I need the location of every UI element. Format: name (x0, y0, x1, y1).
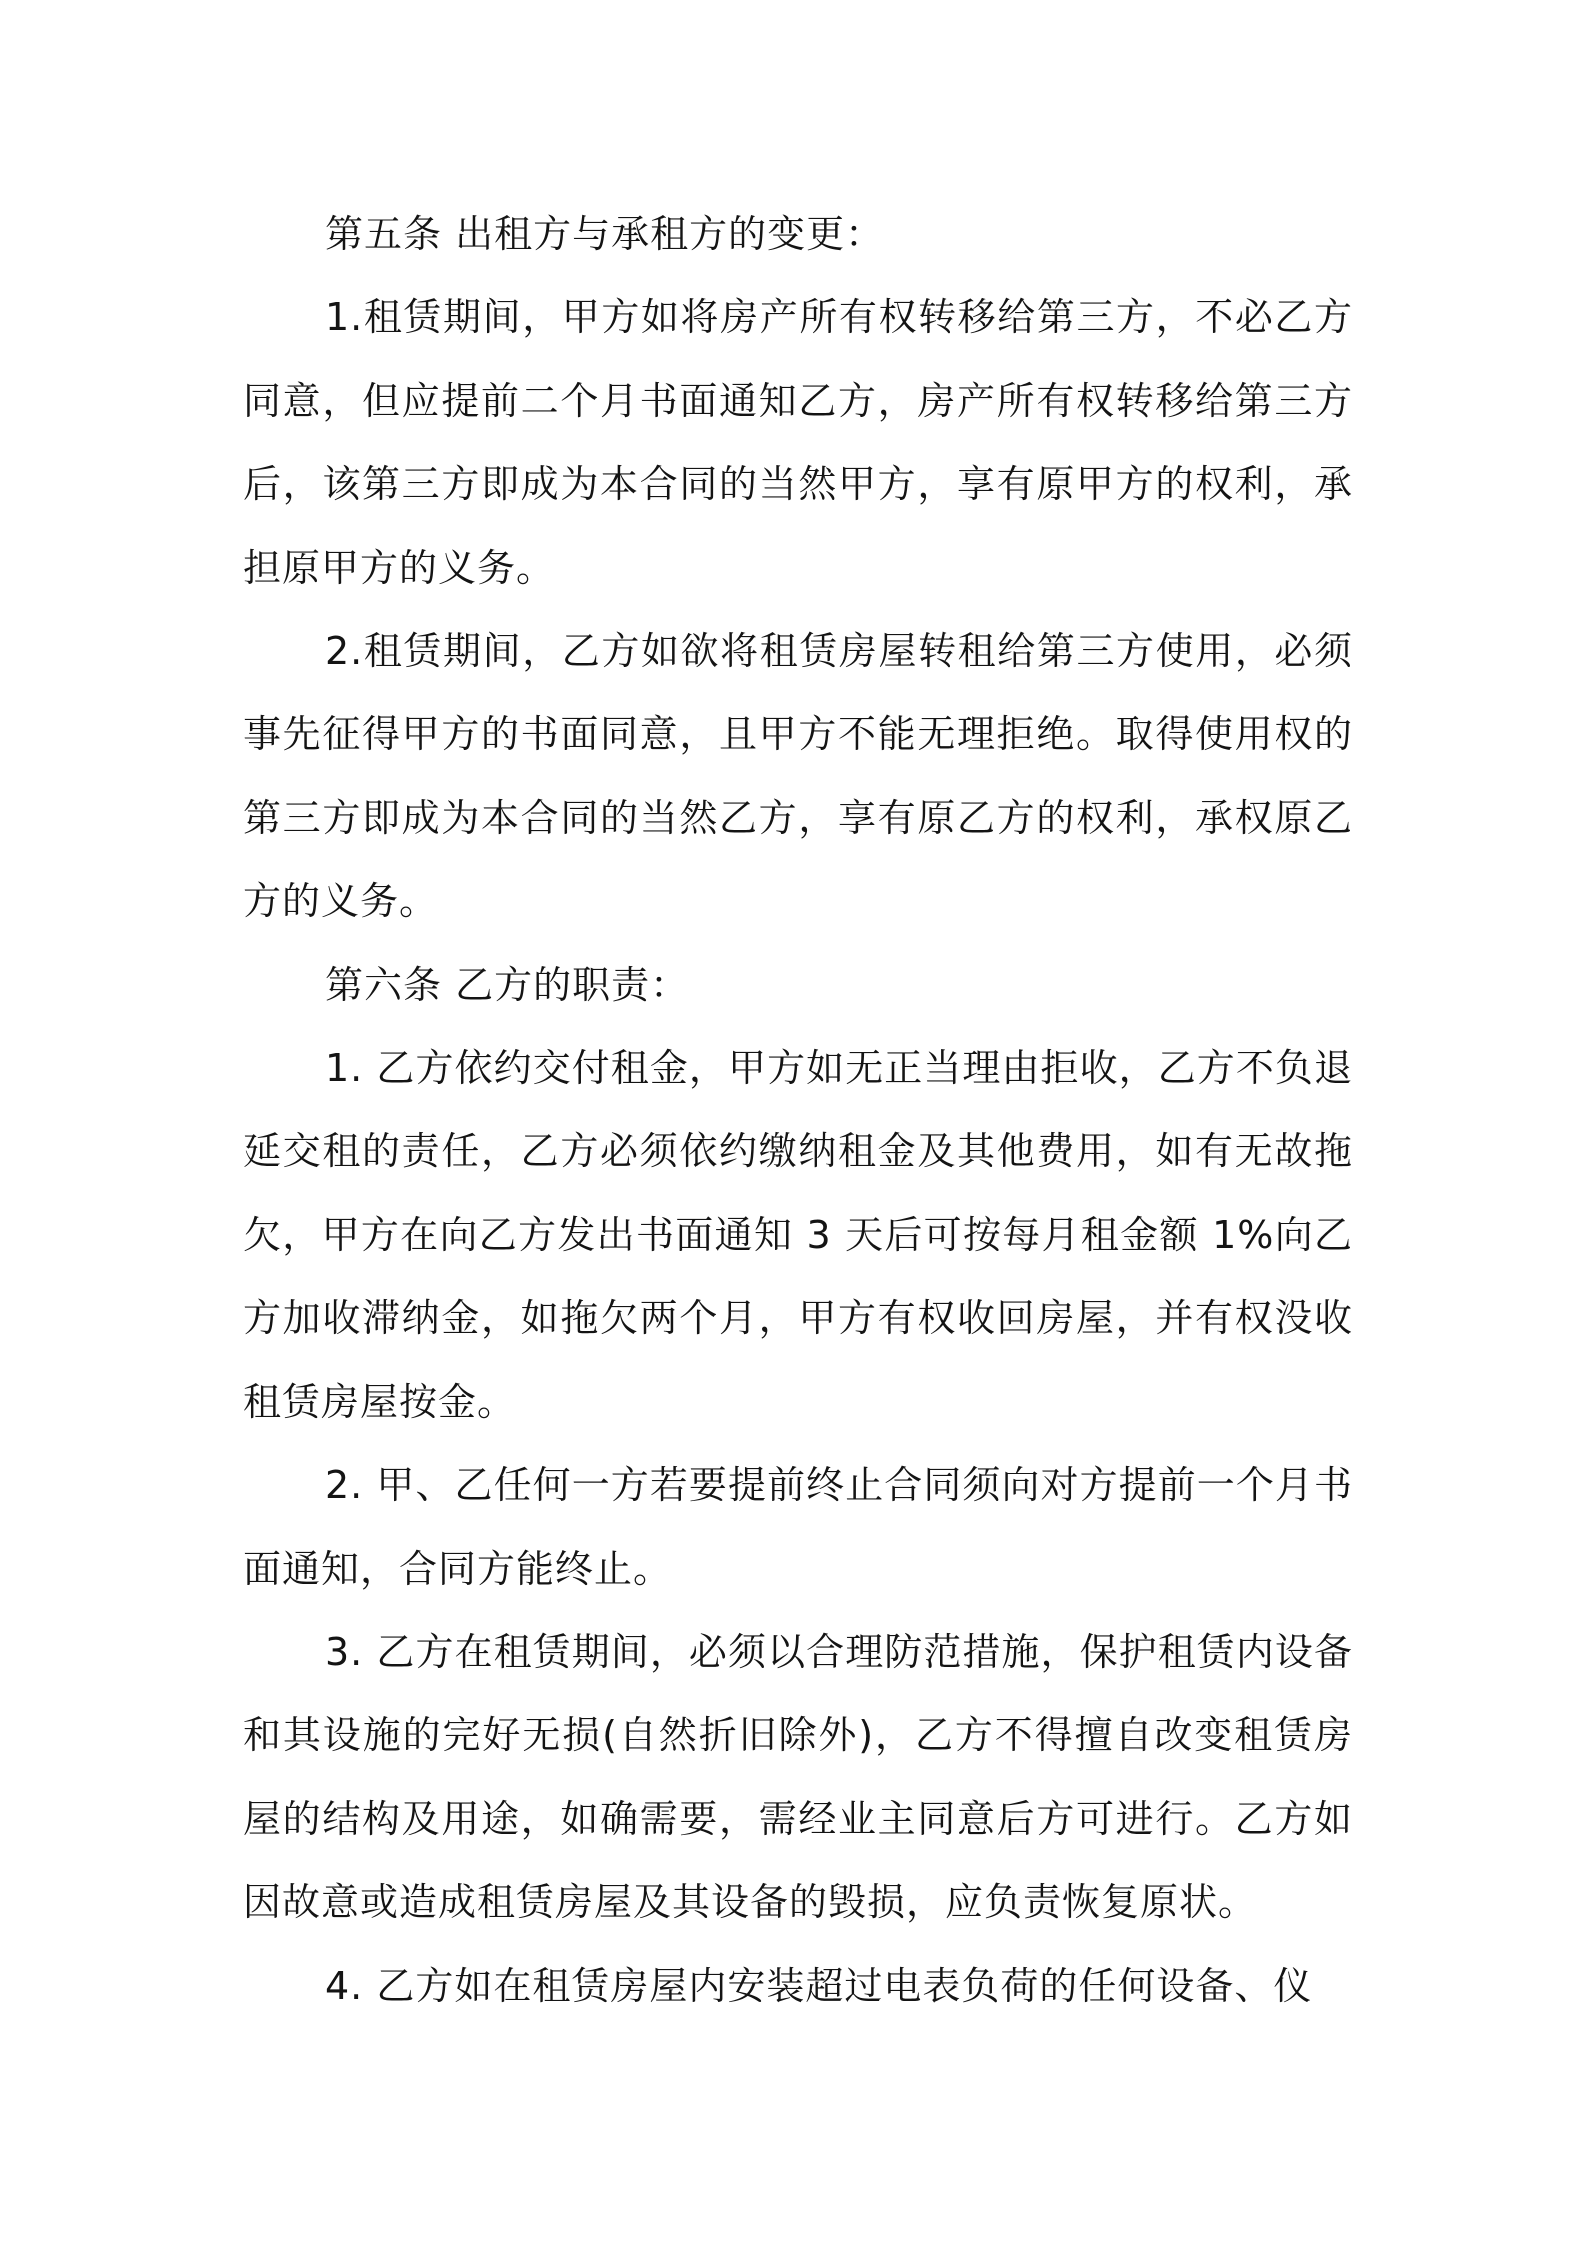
article-6-heading: 第六条 乙方的职责： (325, 962, 690, 1007)
article-5-clause-1: 1.租赁期间，甲方如将房产所有权转移给第三方，不必乙方同意，但应提前二个月书面通知乙方，房产所有权转移给第三方后，该第三方即成为本合同的当然甲方，享有原甲方的权利，承担原甲方的义务。 (243, 295, 1353, 590)
article-6-clause-1: 1. 乙方依约交付租金，甲方如无正当理由拒收，乙方不负退延交租的责任，乙方必须依约缴纳租金及其他费用，如有无故拖欠，甲方在向乙方发出书面通知 3 天后可按每月租金额 1%向乙方加收滞纳金，如拖欠两个月，甲方有权收回房屋，并有权没收租赁房屋按金。 (243, 1046, 1353, 1424)
article-6-clause-4: 4. 乙方如在租赁房屋内安装超过电表负荷的任何设备、仪 (325, 1963, 1313, 2008)
article-5-clause-2: 2.租赁期间，乙方如欲将租赁房屋转租给第三方使用，必须事先征得甲方的书面同意，且甲方不能无理拒绝。取得使用权的第三方即成为本合同的当然乙方，享有原乙方的权利，承权原乙方的义务。 (243, 629, 1353, 924)
document-body (243, 193, 1353, 2028)
article-6-clause-3: 3. 乙方在租赁期间，必须以合理防范措施，保护租赁内设备和其设施的完好无损(自然折旧除外)，乙方不得擅自改变租赁房屋的结构及用途，如确需要，需经业主同意后方可进行。乙方如因故意或造成租赁房屋及其设备的毁损，应负责恢复原状。 (243, 1629, 1353, 1925)
article-6-clause-2: 2. 甲、乙任何一方若要提前终止合同须向对方提前一个月书面通知，合同方能终止。 (243, 1463, 1353, 1591)
article-5-heading: 第五条 出租方与承租方的变更： (325, 212, 885, 256)
